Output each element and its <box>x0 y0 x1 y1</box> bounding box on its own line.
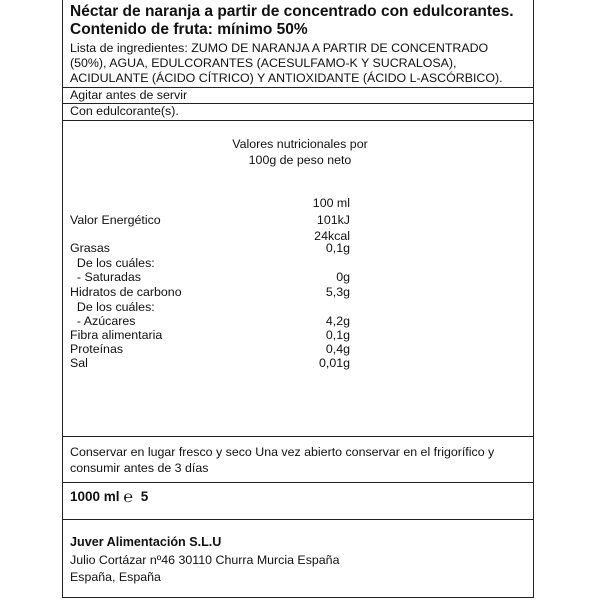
nutrient-label: Fibra alimentaria <box>70 328 163 342</box>
fruit-content: Contenido de fruta: mínimo 50% <box>70 21 308 38</box>
nutrient-label: Hidratos de carbono <box>70 285 182 299</box>
nutrition-unit-row <box>70 196 350 210</box>
nutrient-value: 0,4g <box>325 342 350 356</box>
nutrient-value: 0,1g <box>325 241 350 255</box>
nutrient-label: - Azúcares <box>70 314 136 328</box>
nutrient-label: De los cuáles: <box>70 300 155 314</box>
nutrient-value: 4,2g <box>325 314 350 328</box>
nutrient-label: - Saturadas <box>70 270 141 284</box>
storage-line-1: Conservar en lugar fresco y seco Una vez abierto conservar en el frigorífico y <box>70 445 495 459</box>
nutrient-label: Grasas <box>70 241 110 255</box>
storage-line-2: consumir antes de 3 días <box>70 461 209 475</box>
nutrient-value: 0,01g <box>318 356 350 370</box>
company-address: Julio Cortázar nº46 30110 Churra Murcia España <box>70 553 340 567</box>
nutrient-label: Sal <box>70 356 88 370</box>
divider <box>62 482 534 483</box>
company-name: Juver Alimentación S.L.U <box>70 535 222 549</box>
nutrition-row <box>70 342 350 356</box>
nutrition-row <box>70 241 350 255</box>
volume: 1000 ml <box>70 489 120 504</box>
ingredients-line-2: (50%), AGUA, EDULCORANTES (ACESULFAMO-K Y SUCRALOSA), <box>70 56 457 70</box>
nutrient-value: 24kcal <box>314 229 350 243</box>
nutrition-row <box>70 356 350 370</box>
net-quantity <box>70 490 148 506</box>
nutrition-unit: 100 ml <box>312 196 350 210</box>
nutrition-row <box>70 270 350 284</box>
divider <box>62 120 534 121</box>
company-country: España, España <box>70 570 161 584</box>
nutrient-label: Valor Energético <box>70 213 161 227</box>
ingredients-line-3: ACIDULANTE (ÁCIDO CÍTRICO) Y ANTIOXIDANTE (ÁCIDO L-ASCÓRBICO). <box>70 71 503 85</box>
nutrition-row <box>70 285 350 299</box>
shake-note: Agitar antes de servir <box>70 88 188 102</box>
unit-count: 5 <box>140 489 149 504</box>
sweetener-note: Con edulcorante(s). <box>70 104 179 118</box>
nutrient-value: 5,3g <box>325 285 350 299</box>
ingredients-line-1: Lista de ingredientes: ZUMO DE NARANJA A PARTIR DE CONCENTRADO <box>70 41 489 55</box>
estimated-sign-icon: ℮ <box>123 489 133 506</box>
product-title: Néctar de naranja a partir de concentrado con edulcorantes. <box>70 3 514 20</box>
divider <box>62 436 534 437</box>
nutrient-label: De los cuáles: <box>70 256 155 270</box>
divider <box>62 519 534 520</box>
nutrition-header-line-1: Valores nutricionales por <box>232 137 368 151</box>
nutrient-value: 0,1g <box>325 328 350 342</box>
nutrient-value: 0g <box>336 270 350 284</box>
nutrition-row <box>70 314 350 328</box>
nutrition-header-line-2: 100g de peso neto <box>248 153 352 167</box>
nutrition-row <box>70 213 350 227</box>
nutrient-value: 101kJ <box>316 213 350 227</box>
nutrition-row <box>70 300 350 314</box>
nutrition-row <box>70 328 350 342</box>
nutrient-label: Proteínas <box>70 342 124 356</box>
nutrition-row <box>70 256 350 270</box>
